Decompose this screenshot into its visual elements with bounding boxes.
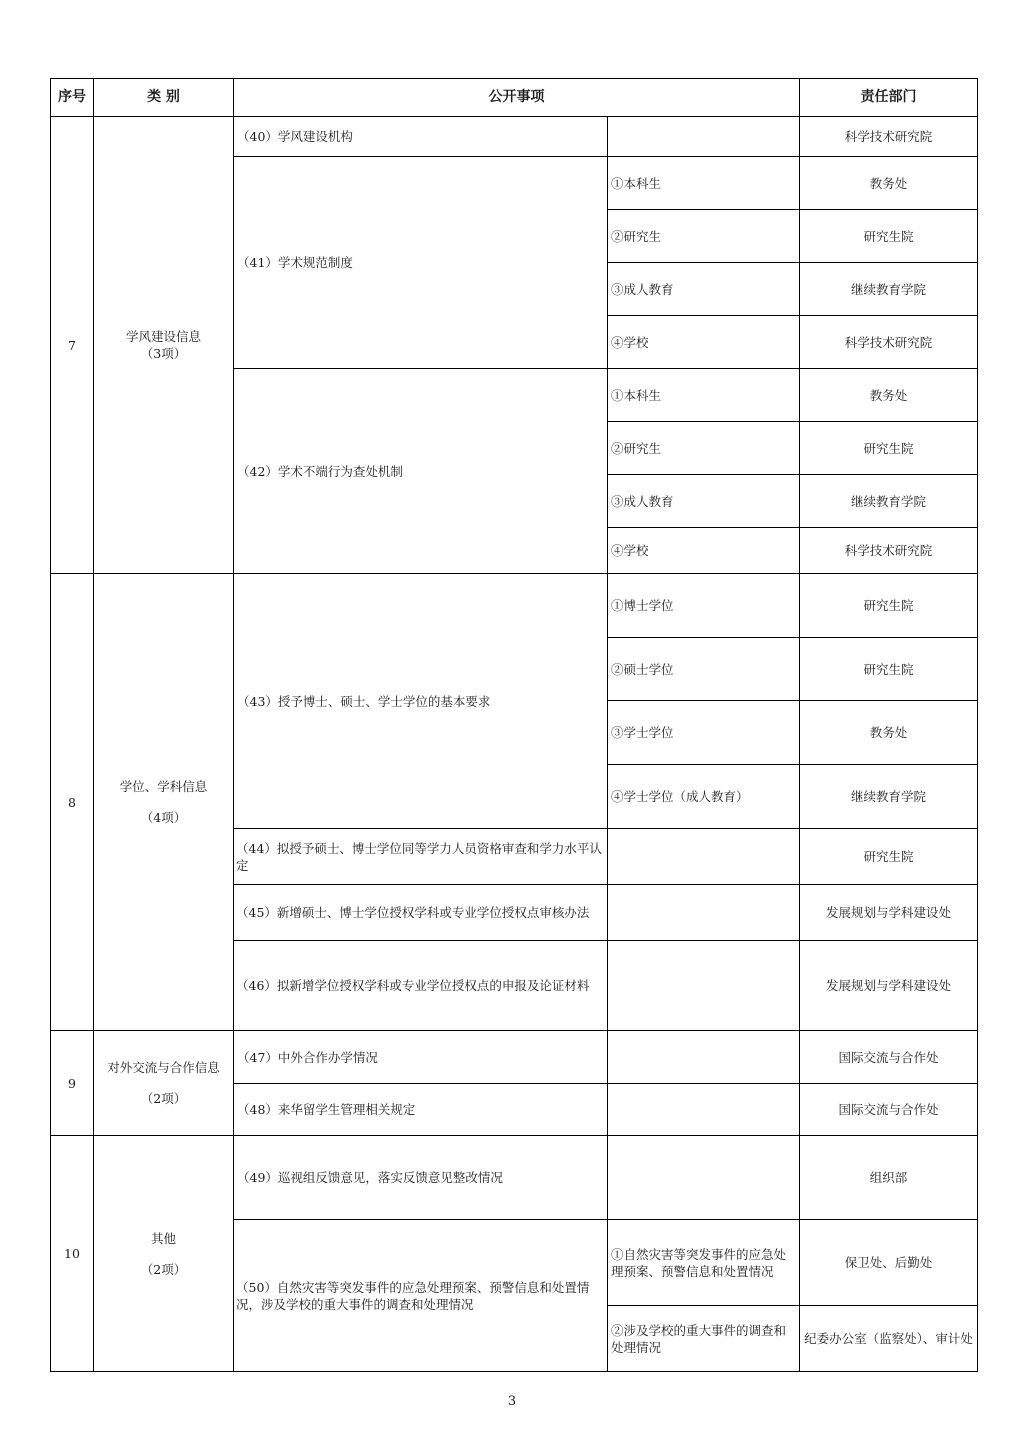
sub-item-cell: ①本科生 [608, 157, 800, 210]
header-row [51, 79, 978, 117]
sub-item-cell [608, 829, 800, 885]
dept-cell: 研究生院 [800, 210, 978, 263]
header-seq: 序号 [51, 79, 94, 117]
seq-cell: 7 [51, 117, 94, 574]
dept-cell: 国际交流与合作处 [800, 1084, 978, 1136]
dept-cell: 继续教育学院 [800, 765, 978, 829]
category-cell [94, 1136, 234, 1372]
dept-cell: 研究生院 [800, 638, 978, 701]
category-cell [94, 574, 234, 1031]
table-row [51, 1031, 978, 1084]
sub-item-cell: ②研究生 [608, 210, 800, 263]
dept-cell: 发展规划与学科建设处 [800, 941, 978, 1031]
dept-cell: 继续教育学院 [800, 475, 978, 528]
category-name: 学风建设信息 [125, 329, 201, 344]
table-row [51, 574, 978, 638]
item-cell: （41）学术规范制度 [234, 157, 608, 369]
sub-item-cell: ②研究生 [608, 422, 800, 475]
sub-item-cell: ①自然灾害等突发事件的应急处理预案、预警信息和处置情况 [608, 1220, 800, 1306]
sub-item-cell [608, 117, 800, 157]
header-items: 公开事项 [234, 79, 800, 117]
seq-cell: 9 [51, 1031, 94, 1136]
sub-item-cell [608, 1031, 800, 1084]
dept-cell: 教务处 [800, 369, 978, 422]
category-cell [94, 1031, 234, 1136]
item-cell: （45）新增硕士、博士学位授权学科或专业学位授权点审核办法 [234, 885, 608, 941]
sub-item-cell [608, 1136, 800, 1220]
dept-cell: 教务处 [800, 701, 978, 765]
dept-cell: 保卫处、后勤处 [800, 1220, 978, 1306]
item-cell: （46）拟新增学位授权学科或专业学位授权点的申报及论证材料 [234, 941, 608, 1031]
category-count: （2项） [140, 1261, 187, 1277]
dept-cell: 继续教育学院 [800, 263, 978, 316]
seq-cell: 10 [51, 1136, 94, 1372]
disclosure-table [50, 78, 978, 1372]
dept-cell: 研究生院 [800, 422, 978, 475]
sub-item-cell: ②涉及学校的重大事件的调查和处理情况 [608, 1306, 800, 1372]
category-cell [94, 117, 234, 574]
sub-item-cell: ①博士学位 [608, 574, 800, 638]
item-cell: （48）来华留学生管理相关规定 [234, 1084, 608, 1136]
sub-item-cell: ①本科生 [608, 369, 800, 422]
sub-item-cell [608, 941, 800, 1031]
header-dept: 责任部门 [800, 79, 978, 117]
page-number: 3 [507, 1394, 517, 1409]
category-count: （3项） [140, 346, 187, 361]
dept-cell: 纪委办公室（监察处）、审计处 [800, 1306, 978, 1372]
table-row [51, 117, 978, 157]
sub-item-cell: ②硕士学位 [608, 638, 800, 701]
sub-item-cell: ③成人教育 [608, 475, 800, 528]
header-category: 类 别 [94, 79, 234, 117]
dept-cell: 组织部 [800, 1136, 978, 1220]
item-cell: （40）学风建设机构 [234, 117, 608, 157]
item-cell: （42）学术不端行为查处机制 [234, 369, 608, 574]
sub-item-cell [608, 885, 800, 941]
dept-cell: 研究生院 [800, 829, 978, 885]
item-cell: （43）授予博士、硕士、学士学位的基本要求 [234, 574, 608, 829]
dept-cell: 发展规划与学科建设处 [800, 885, 978, 941]
category-count: （2项） [140, 1091, 187, 1106]
item-cell: （44）拟授予硕士、博士学位同等学力人员资格审查和学力水平认定 [234, 829, 608, 885]
category-count: （4项） [140, 810, 187, 825]
category-name: 学位、学科信息 [119, 779, 208, 794]
dept-cell: 科学技术研究院 [800, 117, 978, 157]
dept-cell: 教务处 [800, 157, 978, 210]
dept-cell: 国际交流与合作处 [800, 1031, 978, 1084]
seq-cell: 8 [51, 574, 94, 1031]
dept-cell: 科学技术研究院 [800, 316, 978, 369]
sub-item-cell: ④学校 [608, 316, 800, 369]
sub-item-cell: ④学校 [608, 528, 800, 574]
sub-item-cell: ④学士学位（成人教育） [608, 765, 800, 829]
category-name: 其他 [150, 1230, 176, 1246]
category-name: 对外交流与合作信息 [107, 1060, 220, 1075]
item-cell: （49）巡视组反馈意见，落实反馈意见整改情况 [234, 1136, 608, 1220]
item-cell: （50）自然灾害等突发事件的应急处理预案、预警信息和处置情况，涉及学校的重大事件的调查和处理情况 [234, 1220, 608, 1372]
table-row [51, 1136, 978, 1220]
sub-item-cell: ③成人教育 [608, 263, 800, 316]
item-cell: （47）中外合作办学情况 [234, 1031, 608, 1084]
dept-cell: 科学技术研究院 [800, 528, 978, 574]
sub-item-cell: ③学士学位 [608, 701, 800, 765]
sub-item-cell [608, 1084, 800, 1136]
dept-cell: 研究生院 [800, 574, 978, 638]
